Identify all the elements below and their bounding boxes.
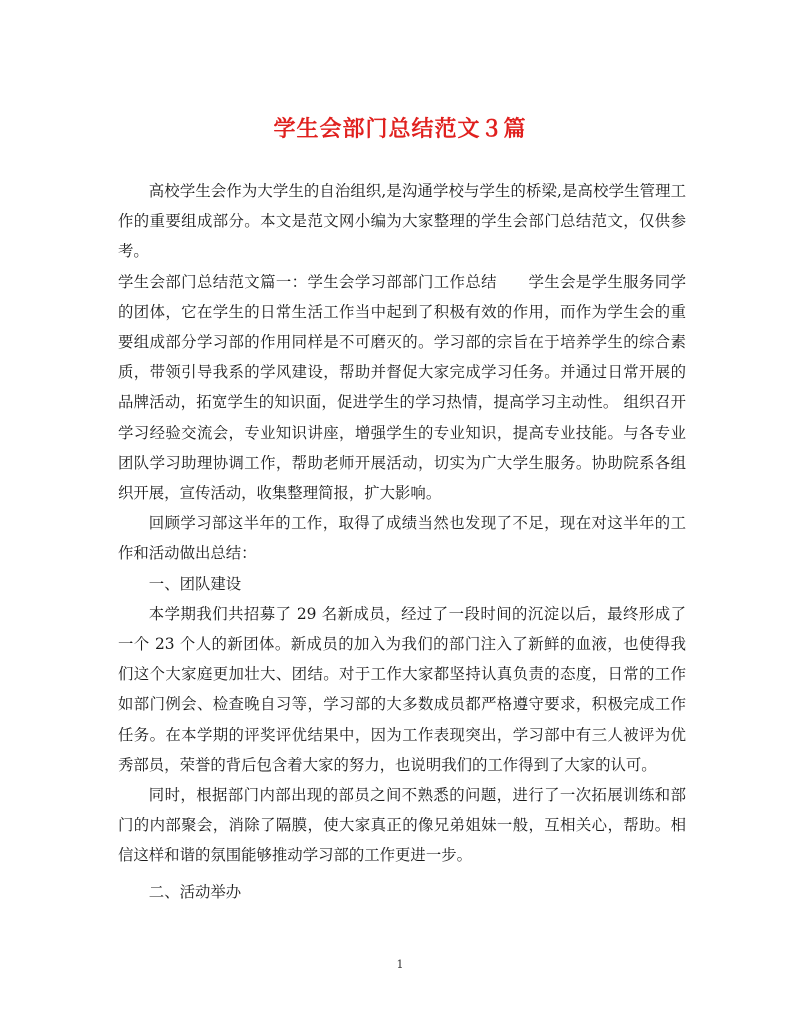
paragraph-team-building: 本学期我们共招募了 29 名新成员，经过了一段时间的沉淀以后，最终形成了一个 23 个人的新团体。新成员的加入为我们的部门注入了新鲜的血液，也使得我们这个大家庭更加壮大、团结。对于工作大家都坚持认真负责的态度，日常的工作如部门例会、检查晚自习等，学习部的大多数成员都严格遵守要求，积极完成工作任务。在本学期的评奖评优结果中，因为工作表现突出，学习部中有三人被评为优秀部员，荣誉的背后包含着大家的努力，也说明我们的工作得到了大家的认可。 [118, 604, 686, 774]
paragraph-article-one: 学生会部门总结范文篇一：学生会学习部部门工作总结 学生会是学生服务同学的团体，它在学生的日常生活工作当中起到了积极有效的作用，而作为学生会的重要组成部分学习部的作用同样是不可磨灭的。学习部的宗旨在于培养学生的综合素质，带领引导我系的学风建设，帮助并督促大家完成学习任务。并通过日常开展的品牌活动，拓宽学生的知识面，促进学生的学习热情，提高学习主动性。 组织召开学习经验交流会，专业知识讲座，增强学生的专业知识，提高专业技能。与各专业团队学习助理协调工作，帮助老师开展活动，切实为广大学生服务。协助院系各组织开展，宣传活动，收集整理简报，扩大影响。 [118, 272, 686, 503]
paragraph-intro: 高校学生会作为大学生的自治组织,是沟通学校与学生的桥梁,是高校学生管理工作的重要组成部分。本文是范文网小编为大家整理的学生会部门总结范文，仅供参考。 [118, 182, 686, 261]
paragraph-team-bonding: 同时，根据部门内部出现的部员之间不熟悉的问题，进行了一次拓展训练和部门的内部聚会，消除了隔膜，使大家真正的像兄弟姐妹一般，互相关心，帮助。相信这样和谐的氛围能够推动学习部的工作更进一步。 [118, 786, 686, 865]
paragraph-review: 回顾学习部这半年的工作，取得了成绩当然也发现了不足，现在对这半年的工作和活动做出总结： [118, 514, 686, 563]
document-title: 学生会部门总结范文３篇 [273, 116, 527, 142]
page-number: 1 [396, 958, 404, 971]
section-heading-team-building: 一、团队建设 [148, 574, 242, 593]
section-heading-activities: 二、活动举办 [148, 882, 242, 901]
document-body [118, 176, 686, 907]
